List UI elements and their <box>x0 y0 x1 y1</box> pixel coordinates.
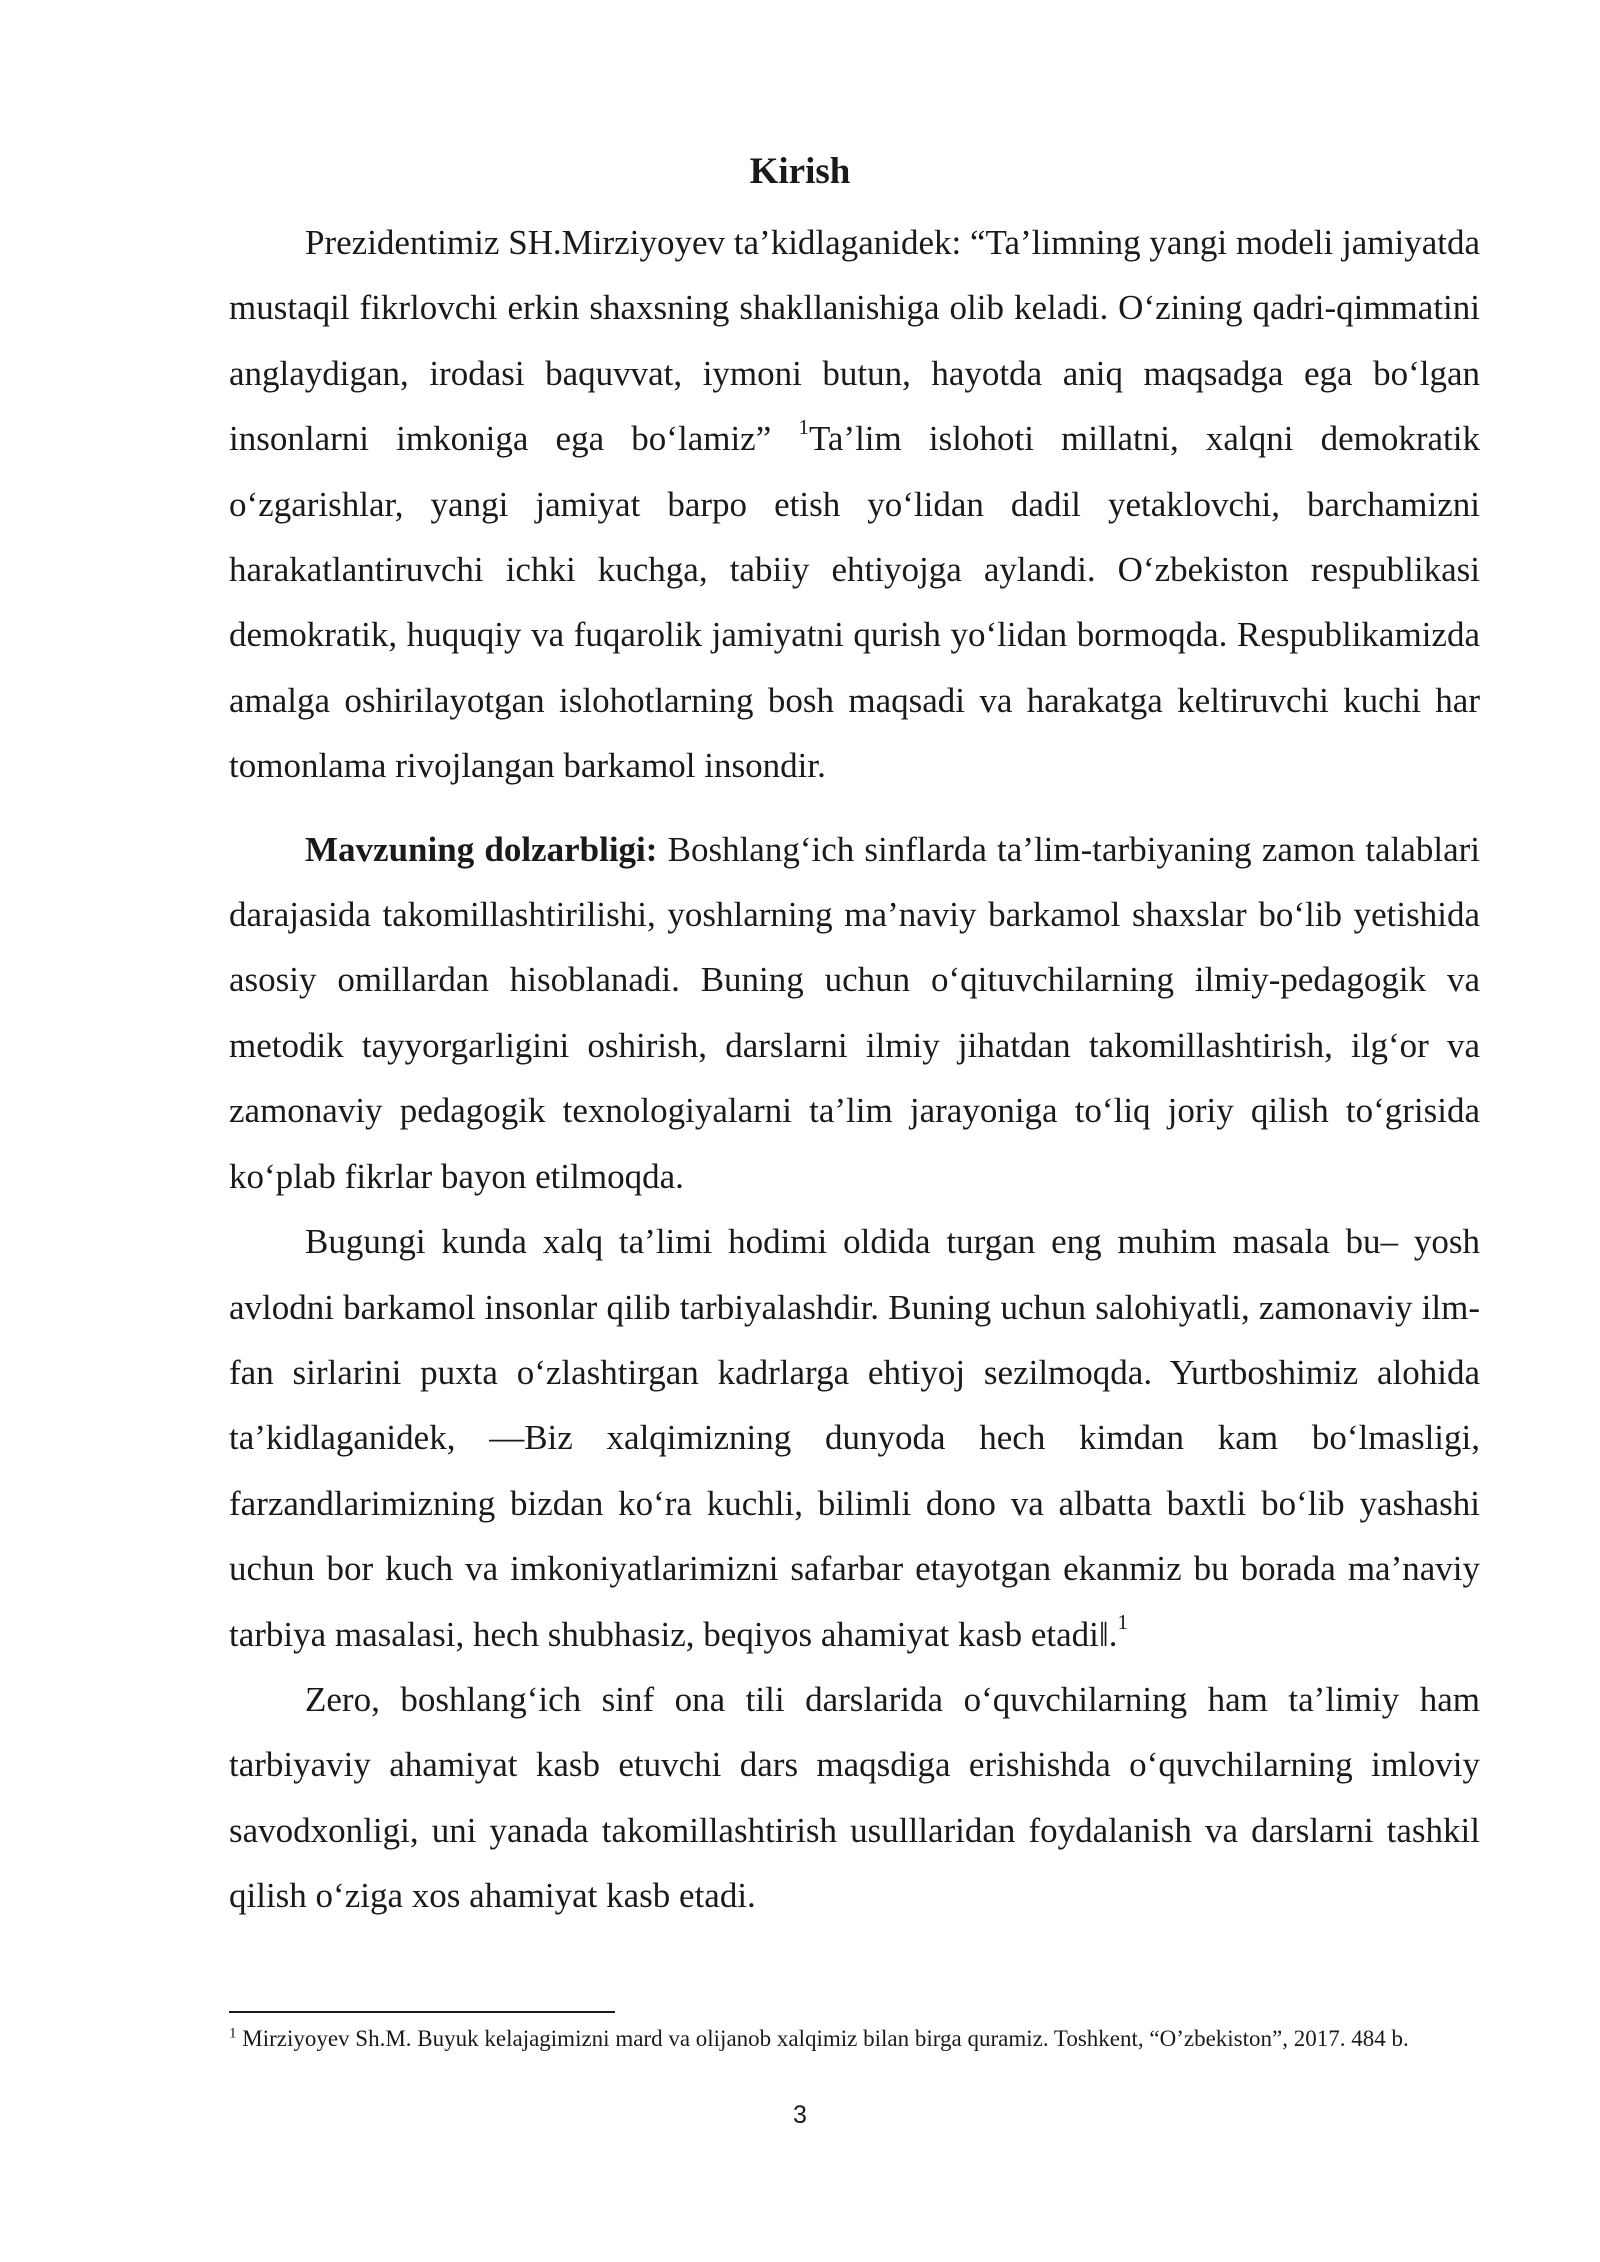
paragraph-text: Zero, boshlang‘ich sinf ona tili darslarida o‘quvchilarning ham ta’limiy ham tarbiyaviy ahamiyat kasb etuvchi dars maqsdiga erishishda o‘quvchilarning imloviy savodxonligi, uni yanada takomillashtirish usulllaridan foydalanish va darslarni tashkil qilish o‘ziga xos ahamiyat kasb etadi. <box>229 1679 1480 1916</box>
paragraph-conclusion <box>229 1667 1480 1929</box>
paragraph-relevance <box>229 817 1480 1209</box>
footnote-text: Mirziyoyev Sh.M. Buyuk kelajagimizni mard va olijanob xalqimiz bilan birga quramiz. Toshkent, “O’zbekiston”, 2017. 484 b. <box>236 2026 1409 2051</box>
paragraph-text: Bugungi kunda xalq ta’limi hodimi oldida turgan eng muhim masala bu– yosh avlodni barkamol insonlar qilib tarbiyalashdir. Buning uchun salohiyatli, zamonaviy ilm-fan sirlarini puxta o‘zlashtirgan kadrlarga ehtiyoj sezilmoqda. Yurtboshimiz alohida ta’kidlaganidek, ―Biz xalqimizning dunyoda hech kimdan kam bo‘lmasligi, farzandlarimizning bizdan ko‘ra kuchli, bilimli dono va albatta baxtli bo‘lib yashashi uchun bor kuch va imkoniyatlarimizni safarbar etayotgan ekanmiz bu borada ma’naviy tarbiya masalasi, hech shubhasiz, beqiyos ahamiyat kasb etadi‖. <box>229 1222 1480 1654</box>
paragraph-text: Boshlang‘ich sinflarda ta’lim-tarbiyaning zamon talablari darajasida takomillashtirilishi, yoshlarning ma’naviy barkamol shaxslar bo‘lib yetishida asosiy omillardan hisoblanadi. Buning uchun o‘qituvchilarning ilmiy-pedagogik va metodik tayyorgarligini oshirish, darslarni ilmiy jihatdan takomillashtirish, ilg‘or va zamonaviy pedagogik texnologiyalarni ta’lim jarayoniga to‘liq joriy qilish to‘grisida ko‘plab fikrlar bayon etilmoqda. <box>229 829 1480 1196</box>
paragraph-education-task <box>229 1209 1480 1667</box>
paragraph-lead: Mavzuning dolzarbligi: <box>305 829 658 869</box>
paragraph-intro <box>229 210 1480 799</box>
page-number: 3 <box>793 2101 807 2129</box>
footnote-reference[interactable]: 1 <box>798 414 809 439</box>
page-heading: Kirish <box>749 151 851 192</box>
footnote-marker: 1 <box>229 2025 237 2042</box>
footnote-reference[interactable]: 1 <box>1117 1609 1128 1634</box>
footnote <box>229 2024 1480 2054</box>
footnote-separator <box>229 2011 615 2013</box>
paragraph-text: Prezidentimiz SH.Mirziyoyev ta’kidlaganidek: “Ta’limning yangi modeli jamiyatda mustaqil fikrlovchi erkin shaxsning shakllanishiga olib keladi. O‘zining qadri-qimmatini anglaydigan, irodasi baquvvat, iymoni butun, hayotda aniq maqsadga ega bo‘lgan insonlarni imkoniga ega bo‘lamiz” <box>229 223 1480 459</box>
paragraph-text-continued: Ta’lim islohoti millatni, xalqni demokratik o‘zgarishlar, yangi jamiyat barpo etish yo‘lidan dadil yetaklovchi, barchamizni harakatlantiruvchi ichki kuchga, tabiiy ehtiyojga aylandi. O‘zbekiston respublikasi demokratik, huquqiy va fuqarolik jamiyatni qurish yo‘lidan bormoqda. Respublikamizda amalga oshirilayotgan islohotlarning bosh maqsadi va harakatga keltiruvchi kuchi har tomonlama rivojlangan barkamol insondir. <box>229 419 1480 786</box>
body-text <box>229 210 1480 1929</box>
